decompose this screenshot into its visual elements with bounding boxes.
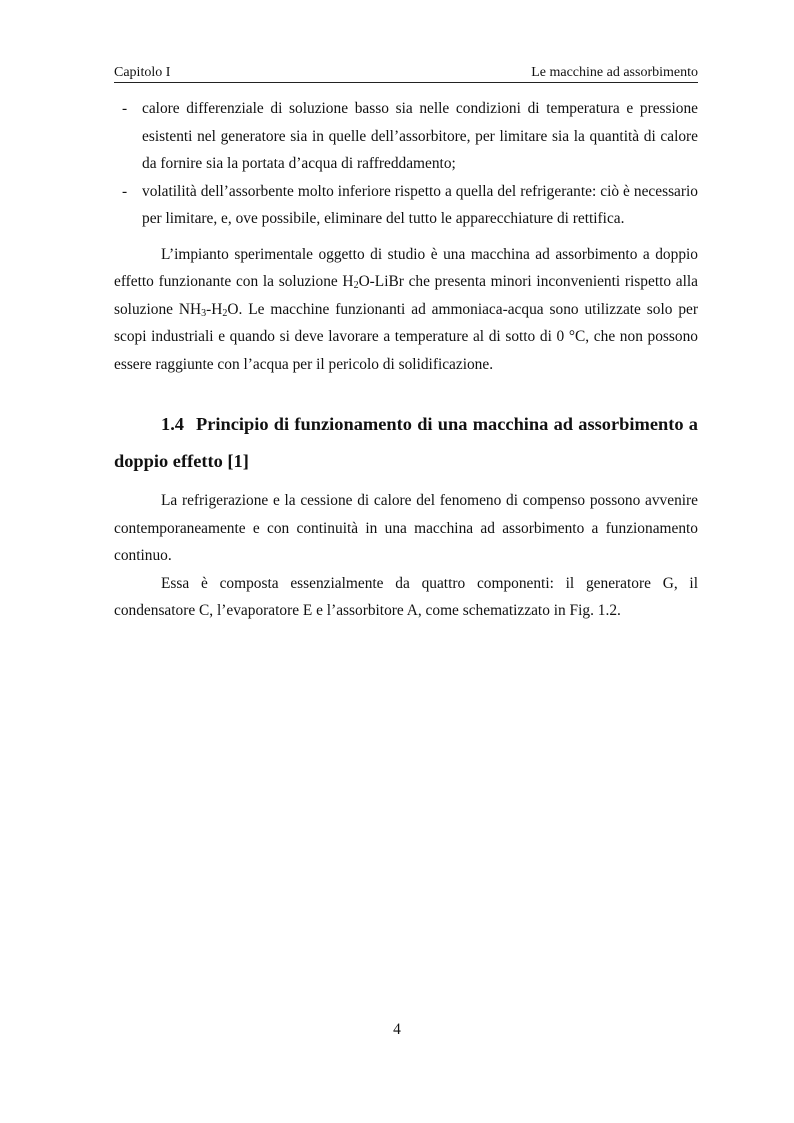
paragraph1-text-b: O-LiBr che presenta minori inconvenienti rispetto alla soluzione NH — [114, 273, 698, 318]
page-number: 4 — [393, 1021, 401, 1038]
bullet-marker: - — [122, 100, 128, 117]
bullet-text-2: volatilità dell’assorbente molto inferiore rispetto a quella del refrigerante: ciò è necessario per limitare, e, ove possibile, eliminare del tutto le apparecchiature di rettifica. — [142, 182, 698, 227]
bullet-item-1 — [114, 95, 698, 178]
section-title: Principio di funzionamento di una macchina ad assorbimento a doppio effetto [1] — [114, 414, 698, 471]
section-heading — [114, 406, 698, 480]
paragraph1-text-c: -H — [206, 300, 223, 318]
subscript: 2 — [222, 307, 228, 319]
page-header — [114, 64, 698, 83]
header-title: Le macchine ad assorbimento — [531, 65, 698, 80]
subscript: 3 — [201, 307, 207, 319]
page-content — [114, 95, 698, 625]
bullet-text-1: calore differenziale di soluzione basso sia nelle condizioni di temperatura e pressione esistenti nel generatore sia in quelle dell’assorbitore, per limitare sia la quantità di calore da fornire sia la portata d’acqua di raffreddamento; — [142, 100, 698, 172]
bullet-item-2 — [114, 178, 698, 233]
section-number: 1.4 — [161, 414, 184, 434]
paragraph1-text-d: O. Le macchine funzionanti ad ammoniaca-acqua sono utilizzate solo per scopi industriali e quando si deve lavorare a temperature al di sotto di 0 °C, che non possono essere raggiunte con l’acqua per il pericolo di solidificazione. — [114, 300, 698, 373]
header-chapter: Capitolo I — [114, 65, 171, 80]
subscript: 2 — [353, 280, 359, 291]
bullet-marker: - — [122, 182, 128, 200]
paragraph-refrigeration: La refrigerazione e la cessione di calore del fenomeno di compenso possono avvenire contemporaneamente e con continuità in una macchina ad assorbimento a funzionamento continuo. — [114, 492, 698, 564]
paragraph-experimental-plant — [114, 241, 698, 379]
paragraph-components: Essa è composta essenzialmente da quattro componenti: il generatore G, il condensatore C, l’evaporatore E e l’assorbitore A, come schematizzato in Fig. 1.2. — [114, 574, 698, 619]
paragraph1-text-a: L’impianto sperimentale oggetto di studio è una macchina ad assorbimento a doppio effetto funzionante con la soluzione H — [114, 245, 698, 290]
